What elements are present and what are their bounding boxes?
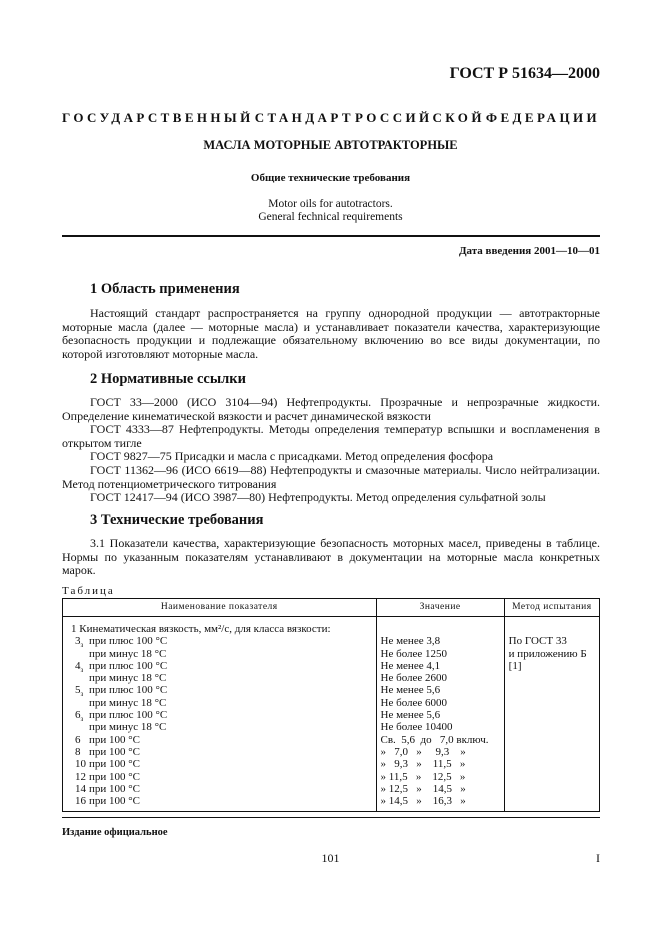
viscosity-class-number: 5	[75, 684, 81, 697]
temperature-label: при минус 18 °С	[89, 696, 167, 709]
value-line: Не менее 3,8	[380, 635, 441, 648]
section-1-heading: 1 Область применения	[90, 281, 240, 297]
viscosity-class-number: 6	[75, 733, 81, 746]
reference-item: ГОСТ 33—2000 (ИСО 3104—94) Нефтепродукты. Прозрачные и непрозрачные жидкости. Определение кинематической вязкости и расчет динамической вязкости	[62, 395, 600, 423]
method-line: [1]	[508, 659, 522, 672]
indicator-line	[63, 672, 376, 684]
section-1-text	[62, 307, 600, 361]
temperature-label: при 100 °С	[89, 795, 141, 808]
temperature-label: при плюс 100 °С	[89, 709, 168, 722]
indicator-line	[63, 709, 376, 724]
reference-item: ГОСТ 12417—94 (ИСО 3987—80) Нефтепродукты. Метод определения сульфатной золы	[90, 490, 546, 505]
value-line: Св. 5,6 до 7,0 включ.	[380, 733, 489, 746]
value-cell	[376, 617, 504, 812]
value-line: Не более 1250	[380, 647, 448, 660]
viscosity-class	[63, 734, 89, 746]
state-word: ГОСУДАРСТВЕННЫЙ	[62, 110, 254, 125]
viscosity-class-number: 8	[75, 745, 81, 758]
viscosity-class-number: 6	[75, 709, 81, 722]
indicator-line	[63, 648, 376, 660]
temperature-label: при минус 18 °С	[89, 721, 167, 734]
english-title-line: General fechnical requirements	[258, 211, 403, 223]
document-title: МАСЛА МОТОРНЫЕ АВТОТРАКТОРНЫЕ	[203, 138, 458, 152]
viscosity-class	[63, 795, 89, 807]
indicator-line	[63, 795, 376, 807]
document-number: ГОСТ Р 51634—2000	[449, 65, 600, 82]
viscosity-class-number: 4	[75, 659, 81, 672]
indicator-line	[63, 635, 376, 650]
reference-item: ГОСТ 9827—75 Присадки и масла с присадками. Метод определения фосфора	[90, 449, 494, 464]
method-line: и приложению Б	[508, 647, 587, 660]
method-line: По ГОСТ 33	[508, 635, 567, 648]
indicator-line	[63, 746, 376, 758]
viscosity-class-number: 16	[75, 795, 86, 808]
method-cell	[504, 617, 599, 812]
reference-item: ГОСТ 11362—96 (ИСО 6619—88) Нефтепродукты и смазочные материалы. Число нейтрализации. Метод потенциометрического титрования	[62, 462, 600, 491]
section-3-body: 3.1 Показатели качества, характеризующие безопасность моторных масел, приведены в таблице. Нормы по указанным показателям устанавливают в документации на моторные масла конкретных марок.	[62, 536, 600, 578]
column-header-value: Значение	[376, 599, 504, 617]
state-word: РОССИЙСКОЙ	[354, 110, 485, 125]
temperature-label: при 100 °С	[89, 745, 141, 758]
indicator-line	[63, 771, 376, 783]
viscosity-class-number: 10	[75, 758, 86, 771]
viscosity-class	[63, 746, 89, 758]
indicator-line	[63, 783, 376, 795]
value-line: Не менее 4,1	[380, 659, 441, 672]
english-title	[0, 198, 661, 224]
indicator-line	[63, 721, 376, 733]
temperature-label: при плюс 100 °С	[89, 659, 168, 672]
footer-divider	[62, 817, 600, 818]
value-spacer	[377, 623, 504, 635]
state-word: СТАНДАРТ	[254, 110, 354, 125]
value-line: Не менее 5,6	[380, 709, 441, 722]
page-number: 101	[321, 851, 340, 865]
temperature-label: при 100 °С	[89, 770, 141, 783]
temperature-label: при плюс 100 °С	[89, 635, 168, 648]
header-divider	[62, 235, 600, 237]
state-word: ФЕДЕРАЦИИ	[485, 110, 600, 125]
value-line: » 7,0 » 9,3 »	[380, 745, 466, 758]
requirements-table	[62, 598, 600, 812]
section-2-heading: 2 Нормативные ссылки	[90, 371, 246, 387]
value-line: » 12,5 » 14,5 »	[380, 782, 466, 795]
value-line: » 14,5 » 16,3 »	[380, 795, 466, 808]
temperature-label: при плюс 100 °С	[89, 684, 168, 697]
viscosity-class-subscript: з	[80, 666, 84, 675]
viscosity-class	[63, 771, 89, 783]
table-header-row	[63, 599, 600, 617]
indicator-line	[63, 758, 376, 770]
viscosity-class-subscript: з	[80, 715, 84, 724]
section-3-heading: 3 Технические требования	[90, 512, 264, 528]
value-line: Не менее 5,6	[380, 684, 441, 697]
table-row	[63, 617, 600, 812]
references-list	[62, 396, 600, 505]
page-roman-number: I	[596, 851, 600, 865]
value-line: Не более 10400	[380, 721, 453, 734]
row-title: 1 Кинематическая вязкость, мм²/с, для класса вязкости:	[71, 623, 331, 635]
document-subtitle: Общие технические требования	[250, 172, 411, 184]
column-header-indicator: Наименование показателя	[63, 599, 377, 617]
english-title-line: Motor oils for autotractors.	[268, 198, 393, 210]
viscosity-class	[63, 783, 89, 795]
viscosity-class-number: 3	[75, 635, 81, 648]
value-line: Не более 6000	[380, 696, 448, 709]
temperature-label: при 100 °С	[89, 733, 141, 746]
value-line: Не более 2600	[380, 672, 448, 685]
state-standard-line	[62, 110, 600, 126]
indicator-line	[63, 734, 376, 746]
viscosity-class-number: 12	[75, 770, 86, 783]
temperature-label: при 100 °С	[89, 782, 141, 795]
section-3-text	[62, 537, 600, 578]
indicator-line	[63, 684, 376, 699]
temperature-label: при 100 °С	[89, 758, 141, 771]
indicator-line	[63, 697, 376, 709]
indicator-cell	[63, 617, 377, 812]
temperature-label: при минус 18 °С	[89, 672, 167, 685]
viscosity-class	[63, 758, 89, 770]
reference-item: ГОСТ 4333—87 Нефтепродукты. Методы определения температур вспышки и воспламенения в открытом тигле	[62, 422, 600, 450]
table-caption: Таблица	[62, 585, 115, 597]
viscosity-class-number: 14	[75, 782, 86, 795]
viscosity-class-subscript: з	[80, 690, 84, 699]
temperature-label: при минус 18 °С	[89, 647, 167, 660]
edition-note: Издание официальное	[62, 827, 168, 838]
column-header-method: Метод испытания	[504, 599, 599, 617]
section-1-body: Настоящий стандарт распространяется на группу однородной продукции — автотракторные моторные масла (далее — моторные масла) и устанавливает показатели качества, характеризующие безопасность продукции и подлежащие обязательному включению во все виды документации, по которой изготовляют моторные масла.	[62, 306, 600, 361]
viscosity-class-subscript: з	[80, 641, 84, 650]
indicator-line	[63, 659, 376, 675]
effective-date: Дата введения 2001—10—01	[458, 245, 600, 257]
value-line: » 9,3 » 11,5 »	[380, 758, 466, 771]
value-line: » 11,5 » 12,5 »	[380, 770, 466, 783]
method-spacer	[505, 623, 599, 635]
